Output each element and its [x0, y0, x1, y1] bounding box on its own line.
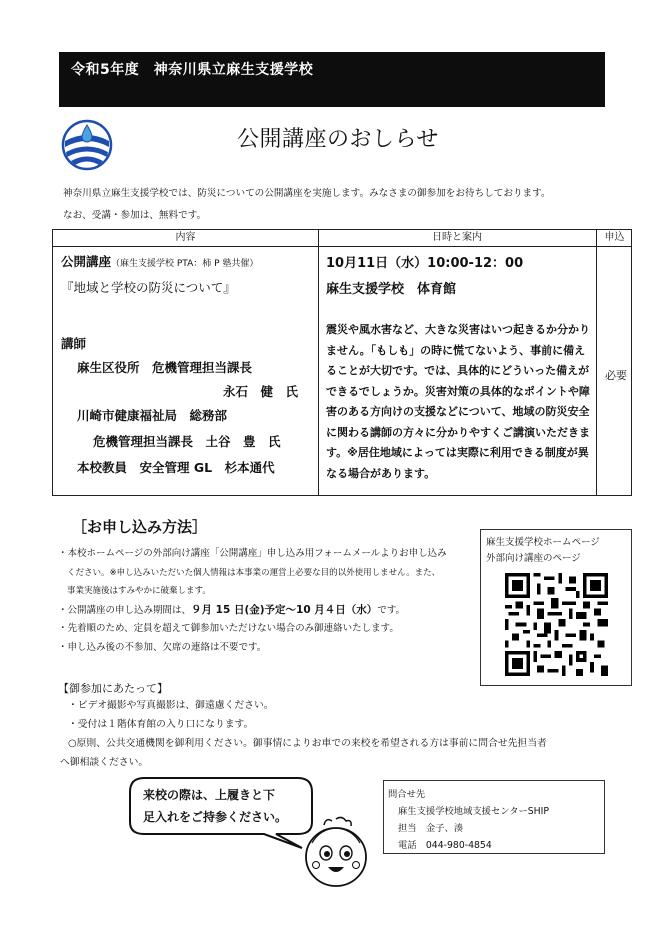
- contact-org: 麻生支援学校地域支援センターSHIP: [398, 806, 550, 817]
- header-bar: [59, 52, 605, 107]
- course-label-line: [61, 252, 258, 270]
- table-header-apply: 申込: [604, 232, 625, 243]
- school-year-title: 令和5年度 神奈川県立麻生支援学校: [71, 62, 314, 78]
- application-line: ください。※申し込みいただいた個人情報は本事業の運営上必要な目的以外使用しません。また、: [67, 567, 441, 578]
- bubble-line: 来校の際は、上履きと下: [143, 788, 276, 802]
- qr-code-icon[interactable]: [500, 573, 613, 676]
- course-datetime: 10月11日（水）10:00-12：00: [326, 256, 524, 271]
- page-title: 公開講座のおしらせ: [237, 127, 439, 152]
- lecturer-line: 危機管理担当課長 土谷 豊 氏: [93, 434, 281, 449]
- table-divider: [318, 230, 319, 495]
- attendance-item: へ御相談ください。: [60, 757, 149, 768]
- period-prefix: ・公開講座の申し込み期間は、: [58, 604, 192, 616]
- course-label: 公開講座: [61, 254, 112, 269]
- lecturer-line: 本校教員 安全管理 GL 杉本通代: [77, 460, 275, 475]
- table-header-schedule: 日時と案内: [432, 232, 482, 243]
- qr-caption-line: 外部向け講座のページ: [486, 553, 581, 564]
- intro-line: なお、受講・参加は、無料です。: [63, 210, 207, 221]
- period-suffix: です。: [377, 604, 406, 616]
- course-description: 震災や風水害など、大きな災害はいつ起きるか分かりません。「もしも」の時に慌てないよう、事前に備えることが大切です。では、具体的にどういった備えができるでしょうか。災害対策の具体的なポイントや障害のある方向けの支援などについて、地域の防災安全に関わる講師の方々に分かりやすくご講演いただきます。※居住地域によっては実際に利用できる制度が異なる場合があります。: [326, 323, 590, 480]
- application-period: ９月 15 日(金)予定～10 月４日（水）: [191, 603, 378, 616]
- table-header-divider: [53, 246, 631, 247]
- course-table: [52, 229, 632, 496]
- application-line: ・本校ホームページの外部向け講座「公開講座」申し込み用フォームメールよりお申し込み: [58, 548, 447, 559]
- intro-line: 神奈川県立麻生支援学校では、防災についての公開講座を実施します。みなさまの御参加をお待ちしております。: [63, 188, 551, 199]
- table-header-content: 内容: [175, 232, 196, 243]
- intro-text: [63, 183, 623, 227]
- contact-staff: 担当 金子、湊: [398, 823, 464, 834]
- application-list: [58, 545, 478, 657]
- bubble-line: 足入れをご持参ください。: [143, 810, 288, 824]
- lecturer-line: 川崎市健康福祉局 総務部: [77, 408, 228, 423]
- application-period-line: [58, 601, 478, 621]
- attendance-item: ・受付は１階体育館の入り口になります。: [68, 719, 254, 730]
- course-host: （麻生支援学校 PTA：柿 P 塾共催）: [111, 259, 259, 269]
- contact-box: [383, 780, 605, 854]
- attendance-item: ○原則、公共交通機関を御利用ください。御事情によりお車での来校を希望される方は事前に問合せ先担当者: [68, 738, 547, 749]
- qr-box: [480, 529, 632, 686]
- lecturer-line: 麻生区役所 危機管理担当課長: [77, 360, 253, 375]
- apply-required: 必要: [605, 369, 627, 382]
- qr-caption: [486, 535, 600, 567]
- course-place: 麻生支援学校 体育館: [326, 282, 457, 297]
- attendance-heading: 【御参加にあたって】: [58, 682, 168, 695]
- application-heading: ［お申し込み方法］: [72, 518, 208, 536]
- contact-phone[interactable]: 電話 044-980-4854: [398, 840, 492, 851]
- mascot-character-icon: [296, 813, 376, 893]
- course-theme: 『地域と学校の防災について』: [61, 280, 236, 295]
- attendance-list: [60, 696, 628, 772]
- attendance-item: ・ビデオ撮影や写真撮影は、御遠慮ください。: [68, 700, 274, 711]
- application-line: 事業実施後はすみやかに破棄します。: [67, 586, 211, 596]
- application-line: ・先着順のため、定員を超えて御参加いただけない場合のみ御連絡いたします。: [58, 623, 399, 634]
- qr-caption-line: 麻生支援学校ホームページ: [486, 537, 600, 548]
- application-line: ・申し込み後の不参加、欠席の連絡は不要です。: [58, 641, 267, 653]
- bubble-text: [143, 784, 287, 828]
- lecturer-heading: 講師: [61, 336, 87, 351]
- lecturer-line: 永石 健 氏: [223, 384, 299, 399]
- table-divider: [596, 230, 597, 495]
- contact-heading: 問合せ先: [388, 789, 426, 800]
- school-logo-icon: [59, 119, 115, 171]
